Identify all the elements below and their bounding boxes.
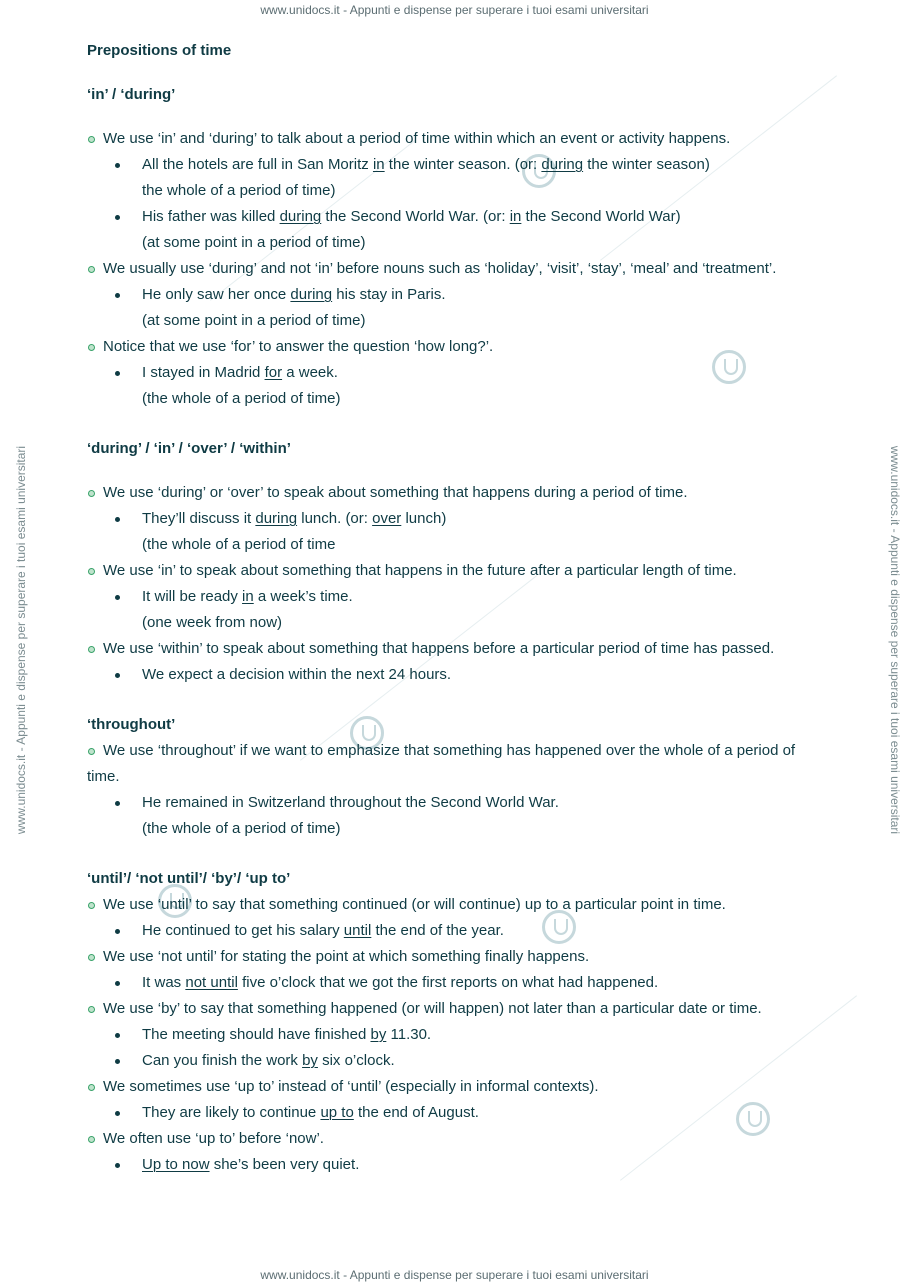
- example-item: They’ll discuss it during lunch. (or: over lunch): [87, 506, 827, 532]
- bullet-icon: [115, 517, 120, 522]
- bullet-dot-icon: [88, 344, 95, 351]
- watermark-header: www.unidocs.it - Appunti e dispense per superare i tuoi esami universitari: [260, 3, 649, 17]
- bullet-icon: [115, 673, 120, 678]
- bullet-icon: [115, 1163, 120, 1168]
- example-item: Up to now she’s been very quiet.: [87, 1152, 827, 1178]
- rule-paragraph: We use ‘in’ and ‘during’ to talk about a period of time within which an event or activity happens.: [87, 126, 827, 152]
- bullet-icon: [115, 981, 120, 986]
- bullet-icon: [115, 595, 120, 600]
- rule-paragraph: We use ‘until’ to say that something continued (or will continue) up to a particular point in time.: [87, 892, 827, 918]
- bullet-icon: [115, 801, 120, 806]
- bullet-dot-icon: [88, 1006, 95, 1013]
- bullet-icon: [115, 371, 120, 376]
- example-note: the whole of a period of time): [142, 182, 336, 199]
- example-note: (one week from now): [142, 614, 283, 631]
- watermark-footer: www.unidocs.it - Appunti e dispense per superare i tuoi esami universitari: [260, 1268, 649, 1282]
- example-item: He continued to get his salary until the end of the year.: [87, 918, 827, 944]
- section-heading-throughout: ‘throughout’: [87, 716, 176, 733]
- example-item: It was not until five o’clock that we got the first reports on what had happened.: [87, 970, 827, 996]
- section-heading-during-in-over-within: ‘during’ / ‘in’ / ‘over’ / ‘within’: [87, 440, 291, 457]
- section-spacer: [87, 842, 827, 866]
- example-item: I stayed in Madrid for a week.: [87, 360, 827, 386]
- section-spacer: [87, 688, 827, 712]
- document-body: [87, 38, 827, 1178]
- bullet-dot-icon: [88, 136, 95, 143]
- example-note: (the whole of a period of time): [142, 390, 341, 407]
- bullet-icon: [115, 163, 120, 168]
- section-heading-in-during: ‘in’ / ‘during’: [87, 86, 176, 103]
- example-note: (the whole of a period of time: [142, 536, 336, 553]
- rule-paragraph: We use ‘throughout’ if we want to emphasize that something has happened over the whole of a period of time.: [87, 742, 796, 785]
- example-item: He only saw her once during his stay in Paris.: [87, 282, 827, 308]
- section-spacer: [87, 412, 827, 436]
- example-item: It will be ready in a week’s time.: [87, 584, 827, 610]
- bullet-dot-icon: [88, 568, 95, 575]
- watermark-side-left: www.unidocs.it - Appunti e dispense per superare i tuoi esami universitari: [14, 445, 28, 835]
- example-item: His father was killed during the Second World War. (or: in the Second World War): [87, 204, 827, 230]
- example-item: We expect a decision within the next 24 hours.: [87, 662, 827, 688]
- example-item: All the hotels are full in San Moritz in the winter season. (or: during the winter season): [87, 152, 827, 178]
- example-note: (at some point in a period of time): [142, 234, 366, 251]
- bullet-dot-icon: [88, 1136, 95, 1143]
- bullet-icon: [115, 1111, 120, 1116]
- bullet-dot-icon: [88, 902, 95, 909]
- rule-paragraph: We use ‘in’ to speak about something that happens in the future after a particular length of time.: [87, 558, 827, 584]
- bullet-dot-icon: [88, 748, 95, 755]
- bullet-icon: [115, 215, 120, 220]
- bullet-dot-icon: [88, 1084, 95, 1091]
- bullet-icon: [115, 1059, 120, 1064]
- example-item: Can you finish the work by six o’clock.: [87, 1048, 827, 1074]
- bullet-icon: [115, 293, 120, 298]
- bullet-icon: [115, 1033, 120, 1038]
- example-note: (the whole of a period of time): [142, 820, 341, 837]
- rule-paragraph: We often use ‘up to’ before ‘now’.: [87, 1126, 827, 1152]
- bullet-dot-icon: [88, 954, 95, 961]
- page-title: Prepositions of time: [87, 42, 232, 59]
- bullet-dot-icon: [88, 490, 95, 497]
- section-heading-until-by-up-to: ‘until’/ ‘not until’/ ‘by’/ ‘up to’: [87, 870, 291, 887]
- rule-paragraph: We use ‘within’ to speak about something that happens before a particular period of time has passed.: [87, 636, 827, 662]
- bullet-dot-icon: [88, 646, 95, 653]
- rule-paragraph: We sometimes use ‘up to’ instead of ‘until’ (especially in informal contexts).: [87, 1074, 827, 1100]
- bullet-dot-icon: [88, 266, 95, 273]
- rule-paragraph: We usually use ‘during’ and not ‘in’ before nouns such as ‘holiday’, ‘visit’, ‘stay’, ‘meal’ and ‘treatment’.: [87, 256, 827, 282]
- rule-paragraph: We use ‘during’ or ‘over’ to speak about something that happens during a period of time.: [87, 480, 827, 506]
- example-item: He remained in Switzerland throughout the Second World War.: [87, 790, 827, 816]
- watermark-side-right: www.unidocs.it - Appunti e dispense per superare i tuoi esami universitari: [888, 445, 902, 835]
- example-item: They are likely to continue up to the end of August.: [87, 1100, 827, 1126]
- bullet-icon: [115, 929, 120, 934]
- rule-paragraph: We use ‘by’ to say that something happened (or will happen) not later than a particular date or time.: [87, 996, 827, 1022]
- rule-paragraph: We use ‘not until’ for stating the point at which something finally happens.: [87, 944, 827, 970]
- example-note: (at some point in a period of time): [142, 312, 366, 329]
- rule-paragraph: Notice that we use ‘for’ to answer the question ‘how long?’.: [87, 334, 827, 360]
- example-item: The meeting should have finished by 11.30.: [87, 1022, 827, 1048]
